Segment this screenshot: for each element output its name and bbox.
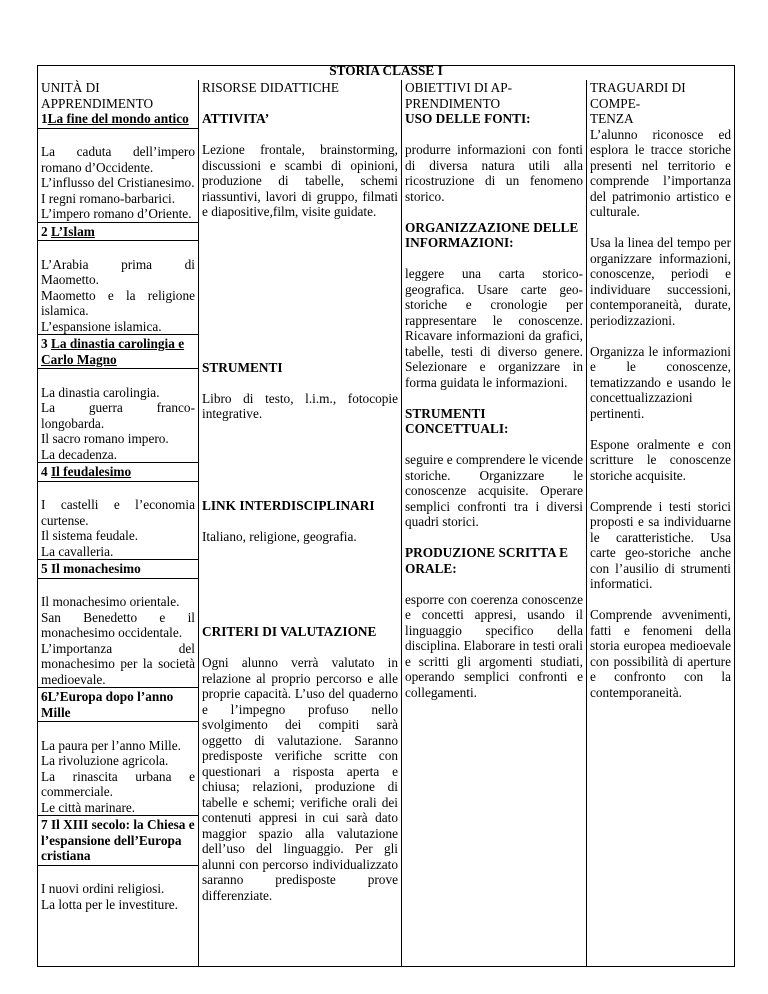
column-divider	[401, 80, 402, 966]
goal-text: Usa la linea del tempo per organizzare informazioni, conoscenze, periodi e individuare successioni, contemporaneità, durate, periodizzazioni.	[590, 235, 731, 328]
section-text: Ogni alunno verrà valutato in relazione al proprio percorso e alle proprie capacità. L’uso del quaderno e l’impegno profuso nello svolgimento dei compiti sarà oggetto di valutazione. Saranno predisposte verifiche scritte con questionari a risposta aperta e chiusa; relazioni, produzione di tabelle e schemi; verifiche orali dei contenuti appresi in cui sarà dato maggior spazio alla valutazione dell’uso del linguaggio. Per gli alunni con percorso individualizzato saranno predisposte prove differenziate.	[202, 655, 398, 903]
unit-heading: 4 Il feudalesimo	[37, 462, 199, 482]
curriculum-table	[37, 65, 735, 967]
list-item: La decadenza.	[41, 446, 118, 462]
goals-column	[590, 80, 731, 700]
section-text: esporre con coerenza conoscenze e concetti appresi, usando il linguaggio specifico della disciplina. Elaborare in testi orali e scritti gli argomenti studiati, operando semplici confronti e collegamenti.	[405, 591, 583, 700]
list-item: La guerra franco-longobarda.	[41, 400, 195, 431]
list-item: Maometto e la religione islamica.	[41, 287, 195, 318]
unit-heading: 7 Il XIII secolo: la Chiesa e l’espansione dell’Europa cristiana	[37, 815, 199, 866]
goal-text: Espone oralmente e con scritture le conoscenze storiche acquisite.	[590, 436, 731, 483]
list-item: Il sistema feudale.	[41, 528, 139, 543]
list-item: L’espansione islamica.	[41, 318, 162, 334]
section-text: Italiano, religione, geografia.	[202, 528, 357, 544]
units-header: UNITÀ DI APPRENDIMENTO	[41, 80, 154, 111]
list-item: La rivoluzione agricola.	[41, 753, 169, 768]
list-item: La dinastia carolingia.	[41, 384, 160, 400]
list-item: La caduta dell’impero romano d’Occidente.	[41, 144, 195, 175]
goal-text: Comprende i testi storici proposti e sa individuarne le caratteristiche. Usa carte geo-storiche anche con l’ausilio di strumenti informatici.	[590, 498, 731, 591]
units-column	[41, 80, 195, 912]
objectives-header: OBIETTIVI DI AP- PRENDIMENTO	[405, 80, 513, 111]
section-text: leggere una carta storico-geografica. Usare carte geo-storiche e cronologie per rappresentare le conoscenze. Ricavare informazioni da grafici, tabelle, testi di diverso genere. Selezionare e organizzare in forma guidata le informazioni.	[405, 266, 583, 390]
objectives-column	[405, 80, 583, 700]
goal-text: Organizza le informazioni e le conoscenze, tematizzando e usando le concettualizzazioni pertinenti.	[590, 343, 731, 421]
goals-header: TRAGUARDI DI COMPE- TENZA	[590, 80, 686, 126]
unit-heading: 2 L’Islam	[37, 222, 199, 242]
list-item: San Benedetto e il monachesimo occidentale.	[41, 609, 195, 640]
section-title: USO DELLE FONTI:	[405, 111, 531, 126]
section-title: STRUMENTI CONCETTUALI:	[405, 405, 509, 436]
section-title: PRODUZIONE SCRITTA E ORALE:	[405, 545, 569, 576]
unit-heading: 1La fine del mondo antico	[37, 111, 199, 129]
list-item: L’Arabia prima di Maometto.	[41, 256, 195, 287]
section-text: produrre informazioni con fonti di diversa natura utili alla ricostruzione di un fenomeno storico.	[405, 142, 583, 204]
section-title: CRITERI DI VALUTAZIONE	[202, 624, 377, 639]
list-item: L’importanza del monachesimo per la società medioevale.	[41, 640, 195, 687]
section-title: STRUMENTI	[202, 359, 283, 375]
section-text: Libro di testo, l.i.m., fotocopie integrative.	[202, 390, 398, 421]
resources-column	[202, 80, 398, 903]
list-item: L’impero romano d’Oriente.	[41, 206, 192, 221]
list-item: La cavalleria.	[41, 543, 114, 559]
column-divider	[586, 80, 587, 966]
document-title: STORIA CLASSE I	[329, 63, 443, 78]
unit-heading: 5 Il monachesimo	[37, 559, 199, 579]
list-item: La paura per l’anno Mille.	[41, 737, 181, 753]
list-item: Il monachesimo orientale.	[41, 594, 180, 609]
goal-text: L’alunno riconosce ed esplora le tracce storiche presenti nel territorio e comprende l’importanza del patrimonio artistico e culturale.	[590, 126, 731, 219]
list-item: Le città marinare.	[41, 799, 136, 815]
resources-header: RISORSE DIDATTICHE	[202, 80, 340, 95]
section-text: seguire e comprendere le vicende storiche. Organizzare le conoscenze acquisite. Operare semplici confronti tra i diversi quadri storici.	[405, 452, 583, 529]
section-title: ORGANIZZAZIONE DELLE INFORMAZIONI:	[405, 219, 579, 250]
list-item: Il sacro romano impero.	[41, 431, 169, 446]
list-item: L’influsso del Cristianesimo.	[41, 175, 195, 190]
section-text: Lezione frontale, brainstorming, discussioni e scambi di opinioni, produzione di tabelle, schemi riassuntivi, lavori di gruppo, filmati e diapositive,film, visite guidate.	[202, 142, 398, 219]
list-item: I nuovi ordini religiosi.	[41, 881, 165, 896]
unit-heading: 6L’Europa dopo l’anno Mille	[37, 687, 199, 722]
list-item: I castelli e l’economia curtense.	[41, 497, 195, 528]
list-item: I regni romano-barbarici.	[41, 190, 176, 206]
section-title: ATTIVITA’	[202, 111, 270, 126]
goal-text: Comprende avvenimenti, fatti e fenomeni della storia europea medioevale con possibilità di aperture e confronto con la contemporaneità.	[590, 607, 731, 700]
section-title: LINK INTERDISCIPLINARI	[202, 497, 375, 513]
list-item: La lotta per le investiture.	[41, 896, 178, 912]
list-item: La rinascita urbana e commerciale.	[41, 768, 195, 799]
unit-heading: 3 La dinastia carolingia e Carlo Magno	[37, 334, 199, 369]
